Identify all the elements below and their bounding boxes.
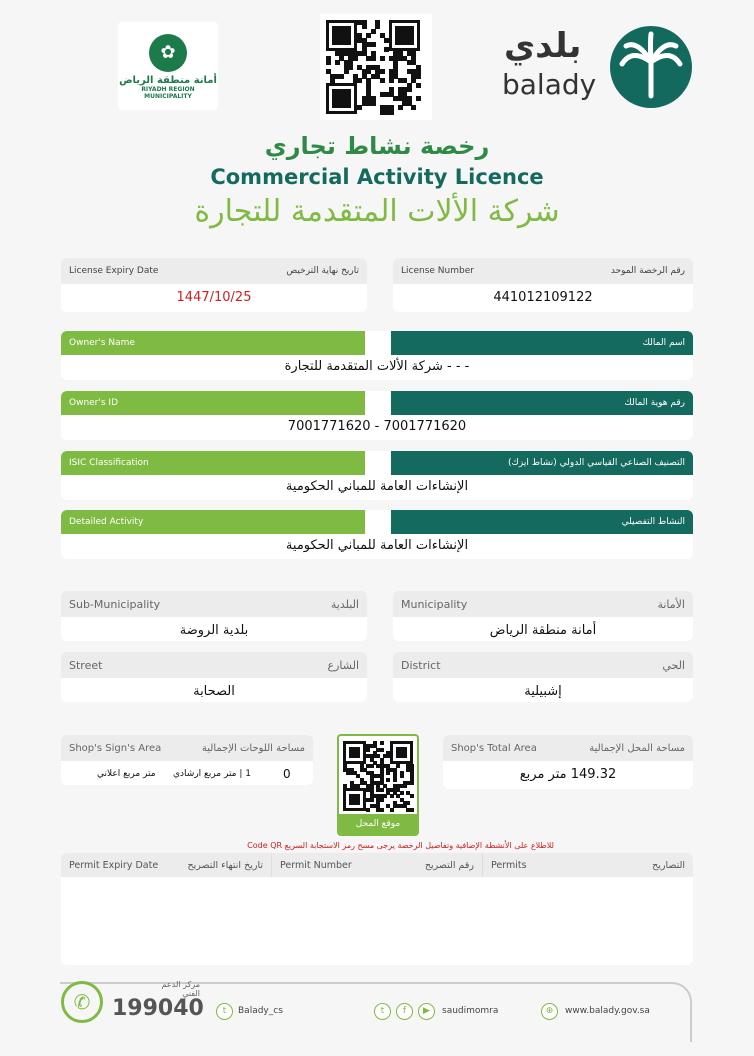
owner-name-row xyxy=(61,331,693,380)
balady-logo-arabic: بلدي xyxy=(504,26,582,66)
municipality-logo-arabic: أمانة منطقة الرياض xyxy=(119,75,217,86)
owner-name-label-ar: اسم المالك xyxy=(391,331,693,355)
permits-column-number xyxy=(272,853,483,877)
municipality-emblem-icon: ✿ xyxy=(149,34,187,72)
isic-value: الإنشاءات العامة للمباني الحكومية xyxy=(285,479,469,494)
title-english: Commercial Activity Licence xyxy=(210,165,544,189)
sign-area-label-ar: مساحة اللوحات الإجمالية xyxy=(201,742,305,754)
license-qr-code[interactable] xyxy=(320,14,432,120)
social-handle[interactable]: saudimomra xyxy=(442,1006,499,1016)
permits-column-expiry xyxy=(61,853,272,877)
license-number-value: 441012109122 xyxy=(493,290,593,305)
license-number-label-en: License Number xyxy=(401,266,474,276)
municipality-label-ar: الأمانة xyxy=(657,597,685,611)
support-center-label: مركز الدعم الفني xyxy=(161,980,200,998)
permit-expiry-header-en: Permit Expiry Date xyxy=(69,859,159,871)
street-label-ar: الشارع xyxy=(327,658,359,672)
street-value: الصحابة xyxy=(193,684,235,699)
sub-municipality-value: بلدية الروضة xyxy=(179,623,249,638)
shop-location-label: موقع المحل xyxy=(339,814,417,834)
twitter-handle[interactable]: Balady_cs xyxy=(238,1006,283,1016)
sign-area-guide-value: 1 | متر مربع ارشادي xyxy=(173,769,251,779)
isic-label-ar: التصنيف الصناعي القياسي الدولي (نشاط ايزك) xyxy=(391,451,693,475)
municipality-logo-english: RIYADH REGION MUNICIPALITY xyxy=(141,86,195,100)
balady-logo xyxy=(498,26,698,110)
sign-area-label-en: Shop's Sign's Area xyxy=(69,742,162,754)
riyadh-municipality-logo xyxy=(118,22,218,110)
isic-label-en: ISIC Classification xyxy=(61,451,365,475)
sign-area-ad-unit: متر مربع اعلاني xyxy=(97,769,156,779)
qr-note: للاطلاع على الأنشطة الإضافية وتفاصيل الرخصة يرجى مسح رمز الاستجابة السريع Code QR xyxy=(247,841,554,850)
website-link[interactable]: www.balady.gov.sa xyxy=(565,1006,650,1016)
permit-number-header-ar: رقم التصريح xyxy=(424,859,474,871)
detailed-activity-row xyxy=(61,510,693,559)
owner-id-value: 7001771620 - 7001771620 xyxy=(287,419,467,434)
twitter-social-icon[interactable]: t xyxy=(374,1003,391,1020)
title-arabic: رخصة نشاط تجاري xyxy=(264,132,490,160)
district-label-en: District xyxy=(401,658,441,672)
district-cell xyxy=(393,652,693,702)
permit-number-header-en: Permit Number xyxy=(280,859,352,871)
owner-name-value: شركة الألات المتقدمة للتجارة - - - xyxy=(284,359,470,374)
sign-area-zero-value: 0 xyxy=(283,767,291,781)
support-number[interactable]: 199040 xyxy=(112,996,204,1021)
total-area-label-en: Shop's Total Area xyxy=(451,742,537,754)
globe-icon[interactable]: ⊕ xyxy=(541,1003,558,1020)
palm-icon xyxy=(610,26,692,108)
activity-value: الإنشاءات العامة للمباني الحكومية xyxy=(285,538,469,553)
total-area-label-ar: مساحة المحل الإجمالية xyxy=(589,742,685,754)
activity-label-en: Detailed Activity xyxy=(61,510,365,534)
license-expiry-value: 1447/10/25 xyxy=(176,290,252,305)
municipality-cell xyxy=(393,591,693,641)
phone-icon: ✆ xyxy=(61,981,103,1023)
license-number-label-ar: رقم الرخصة الموحد xyxy=(610,266,685,276)
facebook-icon[interactable]: f xyxy=(396,1003,413,1020)
owner-id-label-ar: رقم هوية المالك xyxy=(391,391,693,415)
permits-column-permits xyxy=(483,853,693,877)
permits-header-ar: التصاريح xyxy=(652,859,685,871)
total-area-cell xyxy=(443,735,693,789)
twitter-icon[interactable]: t xyxy=(216,1003,233,1020)
youtube-icon[interactable]: ▶ xyxy=(418,1003,435,1020)
license-number-cell xyxy=(393,258,693,312)
district-label-ar: الحي xyxy=(662,658,685,672)
permit-expiry-header-ar: تاريخ انتهاء التصريح xyxy=(187,859,263,871)
activity-label-ar: النشاط التفصيلي xyxy=(391,510,693,534)
license-expiry-label-ar: تاريخ نهاية الترخيص xyxy=(286,266,359,276)
permits-table xyxy=(61,853,693,965)
sub-municipality-label-ar: البلدية xyxy=(330,597,359,611)
sign-area-cell xyxy=(61,735,313,785)
sub-municipality-cell xyxy=(61,591,367,641)
balady-logo-english: balady xyxy=(502,68,597,101)
license-expiry-cell xyxy=(61,258,367,312)
district-value: إشبيلية xyxy=(524,684,562,699)
permits-header-en: Permits xyxy=(491,859,527,871)
company-name-title: شركة الألات المتقدمة للتجارة xyxy=(194,194,560,229)
shop-location-qr[interactable] xyxy=(337,734,419,836)
municipality-value: أمانة منطقة الرياض xyxy=(489,623,597,638)
municipality-label-en: Municipality xyxy=(401,597,468,611)
street-cell xyxy=(61,652,367,702)
isic-row xyxy=(61,451,693,500)
sub-municipality-label-en: Sub-Municipality xyxy=(69,597,161,611)
license-expiry-label-en: License Expiry Date xyxy=(69,266,159,276)
total-area-value: 149.32 متر مربع xyxy=(519,767,617,782)
street-label-en: Street xyxy=(69,658,103,672)
owner-name-label-en: Owner's Name xyxy=(61,331,365,355)
owner-id-row xyxy=(61,391,693,440)
owner-id-label-en: Owner's ID xyxy=(61,391,365,415)
